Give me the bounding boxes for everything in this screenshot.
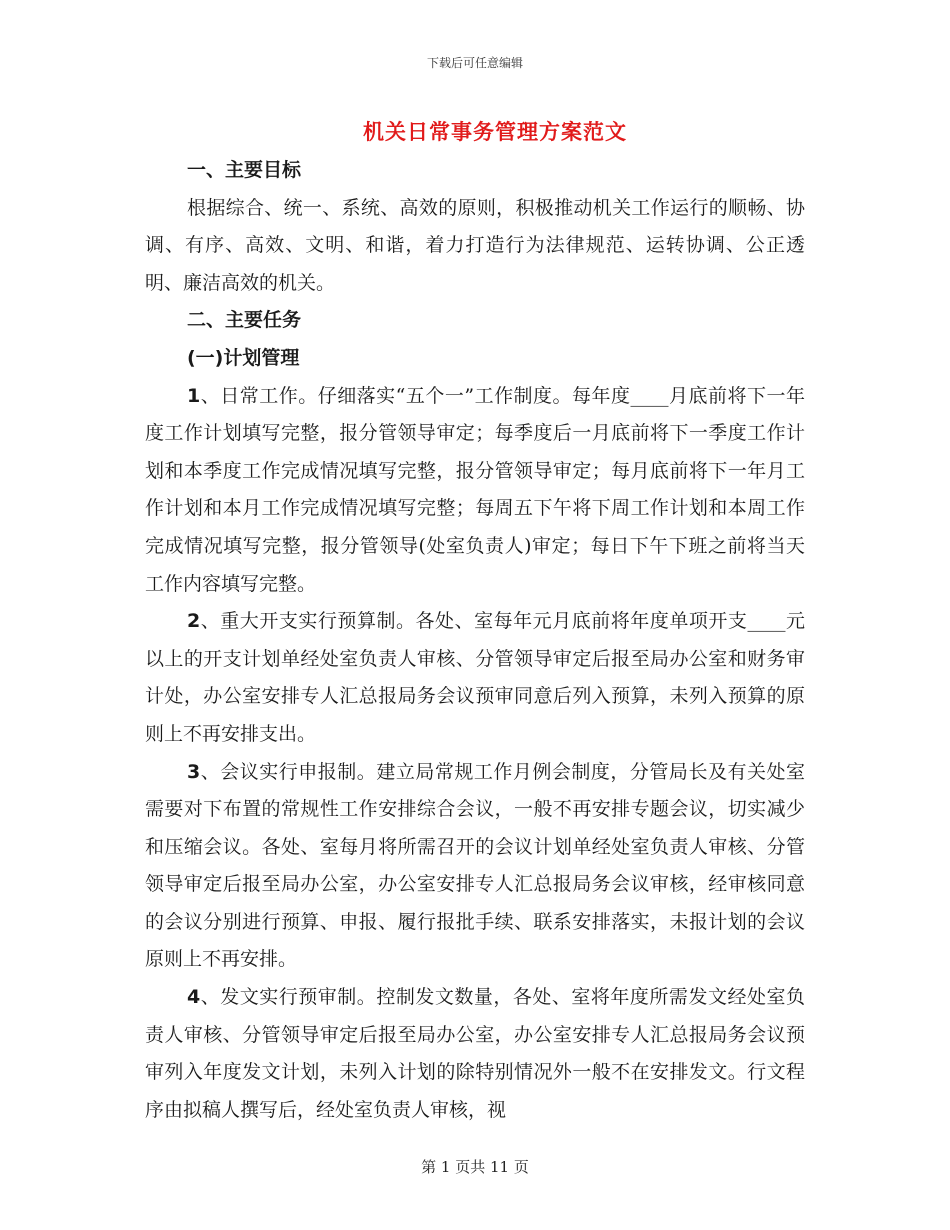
header-note: 下载后可任意编辑 — [426, 56, 523, 70]
item-text: 、重大开支实行预算制。各处、室每年元月底前将年度单项开支____元以上的开支计划单经处室负责人审核、分管领导审定后报至局办公室和财务审计处，办公室安排专人汇总报局务会议预审同意后列入预算，未列入预算的原则上不再安排支出。 — [145, 610, 805, 745]
section-heading-goals: 一、主要目标 — [187, 159, 302, 181]
list-item — [145, 378, 805, 604]
subsection-heading-plan-management: (一)计划管理 — [187, 346, 300, 369]
item-text: 、会议实行申报制。建立局常规工作月例会制度，分管局长及有关处室需要对下布置的常规性工作安排综合会议，一般不再安排专题会议，切实减少和压缩会议。各处、室每月将所需召开的会议计划单经处室负责人审核、分管领导审定后报至局办公室，办公室安排专人汇总报局务会议审核，经审核同意的会议分别进行预算、申报、履行报批手续、联系安排落实，未报计划的会议原则上不再安排。 — [145, 760, 805, 971]
item-number: 1 — [187, 384, 201, 407]
item-number: 2 — [187, 610, 201, 633]
item-text: 、日常工作。仔细落实“五个一”工作制度。每年度____月底前将下一年度工作计划填写完整，报分管领导审定；每季度后一月底前将下一季度工作计划和本季度工作完成情况填写完整，报分管领导审定；每月底前将下一年月工作计划和本月工作完成情况填写完整；每周五下午将下周工作计划和本周工作完成情况填写完整，报分管领导(处室负责人)审定；每日下午下班之前将当天工作内容填写完整。 — [145, 384, 805, 595]
item-number: 4 — [187, 986, 201, 1009]
document-title: 机关日常事务管理方案范文 — [363, 119, 627, 144]
list-item — [145, 603, 805, 753]
page-number: 第 1 页共 11 页 — [421, 1158, 529, 1176]
list-item — [145, 979, 805, 1129]
document-body — [145, 152, 805, 1129]
item-number: 3 — [187, 760, 201, 783]
item-text: 、发文实行预审制。控制发文数量，各处、室将年度所需发文经处室负责人审核、分管领导审定后报至局办公室，办公室安排专人汇总报局务会议预审列入年度发文计划，未列入计划的除特别情况外一般不在安排发文。行文程序由拟稿人撰写后，经处室负责人审核，视 — [145, 986, 805, 1121]
paragraph-goals: 根据综合、统一、系统、高效的原则，积极推动机关工作运行的顺畅、协调、有序、高效、文明、和谐，着力打造行为法律规范、运转协调、公正透明、廉洁高效的机关。 — [145, 196, 805, 294]
list-item — [145, 754, 805, 980]
section-heading-tasks: 二、主要任务 — [187, 309, 302, 332]
